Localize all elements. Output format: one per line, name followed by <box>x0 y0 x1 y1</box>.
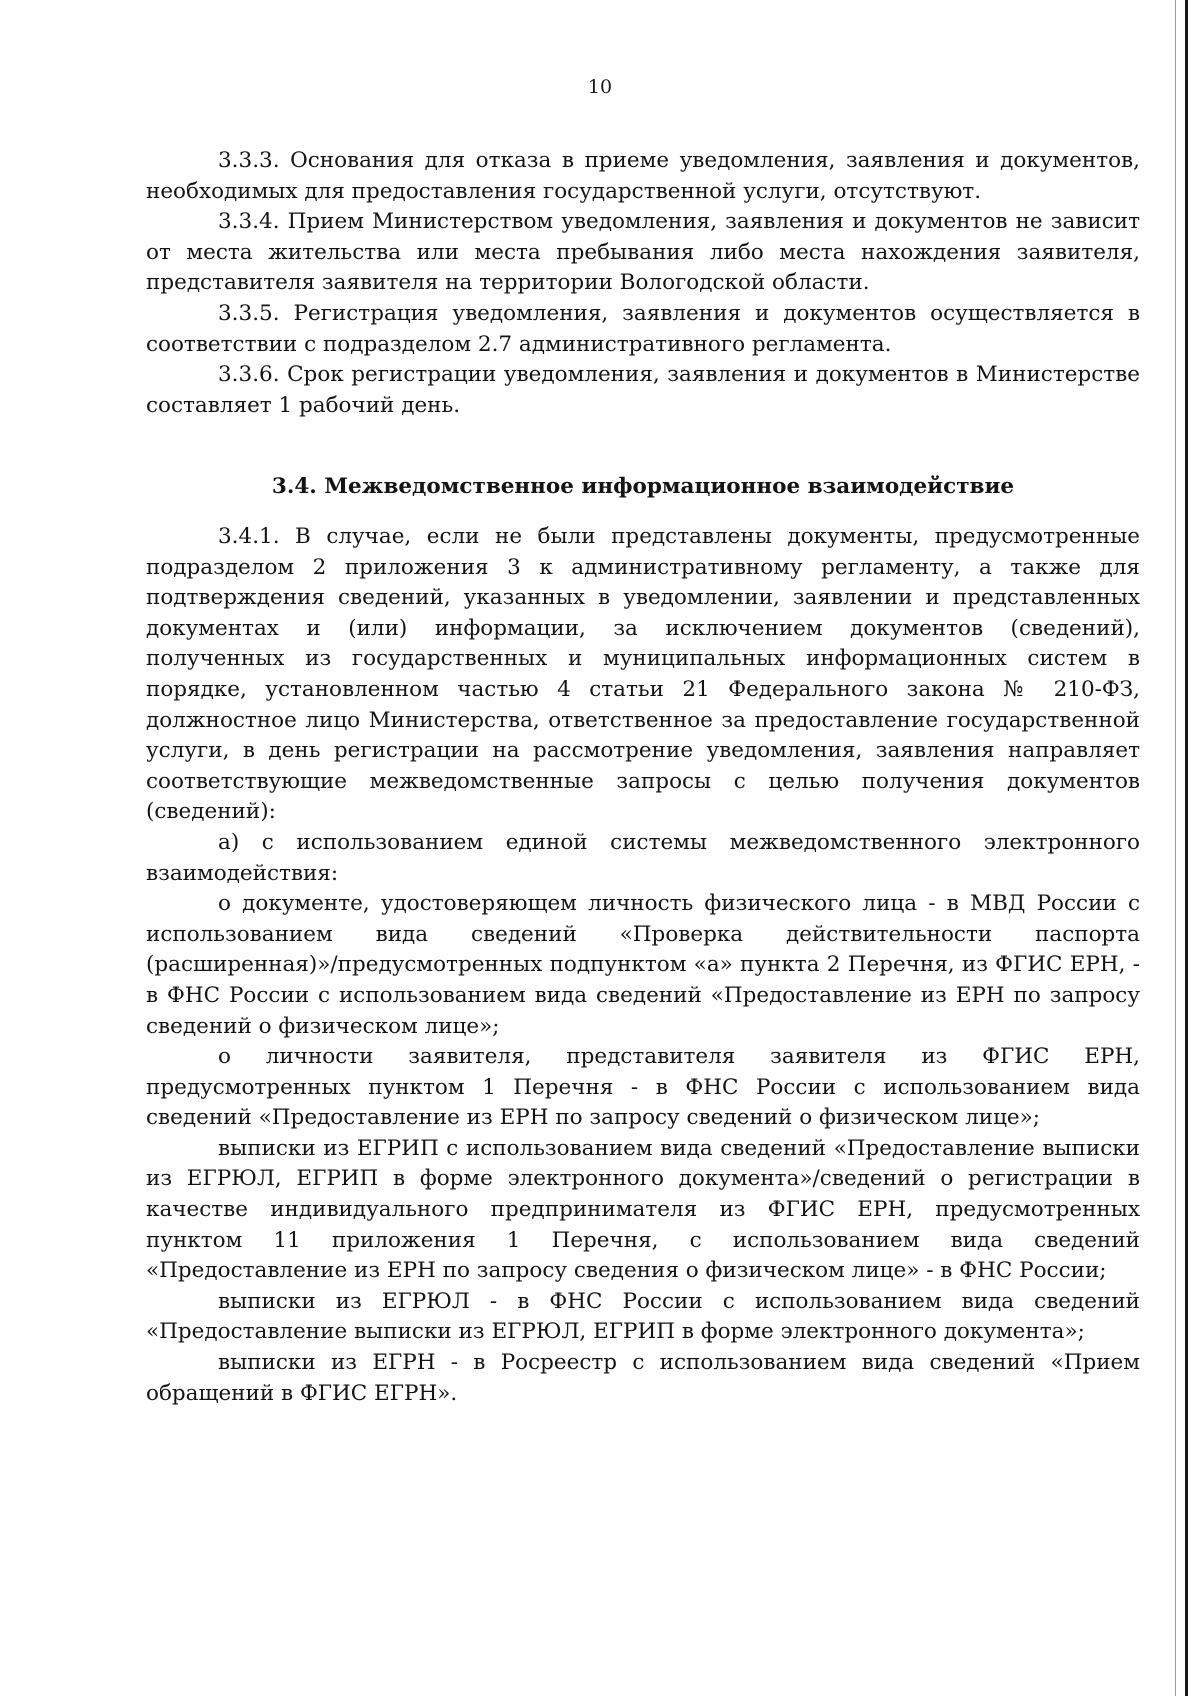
paragraph-identity-document: о документе, удостоверяющем личность физического лица - в МВД России с использованием вида сведений «Проверка действительности паспорта (расширенная)»/предусмотренных подпунктом «а» пункта 2 Перечня, из ФГИС ЕРН, - в ФНС России с использованием вида сведений «Предоставление из ЕРН по запросу сведений о физическом лице»; <box>146 891 1140 1039</box>
paragraph-3-3-4: 3.3.4. Прием Министерством уведомления, заявления и документов не зависит от места жительства или места пребывания либо места нахождения заявителя, представителя заявителя на территории Вологодской области. <box>146 209 1140 296</box>
paragraph-3-3-6: 3.3.6. Срок регистрации уведомления, заявления и документов в Министерстве составляет 1 рабочий день. <box>146 362 1140 418</box>
paragraphs-before-heading <box>146 146 1140 421</box>
paragraph-3-3-5: 3.3.5. Регистрация уведомления, заявления и документов осуществляется в соответствии с подразделом 2.7 административного регламента. <box>146 300 1140 357</box>
scan-edge-border <box>1185 0 1188 1696</box>
paragraph-applicant-identity: о личности заявителя, представителя заявителя из ФГИС ЕРН, предусмотренных пунктом 1 Перечня - в ФНС России с использованием вида сведений «Предоставление из ЕРН по запросу сведений о физическом лице»; <box>146 1044 1140 1131</box>
paragraph-egrip-extract: выписки из ЕГРИП с использованием вида сведений «Предоставление выписки из ЕГРЮЛ, ЕГРИП в форме электронного документа»/сведений о регистрации в качестве индивидуального предпринимателя из ФГИС ЕРН, предусмотренных пунктом 11 приложения 1 Перечня, с использованием вида сведений «Предоставление из ЕРН по запросу сведения о физическом лице» - в ФНС России; <box>146 1135 1140 1284</box>
paragraph-3-4-1: 3.4.1. В случае, если не были представлены документы, предусмотренные подразделом 2 приложения 3 к административному регламенту, а также для подтверждения сведений, указанных в уведомлении, заявлении и представленных документах и (или) информации, за исключением документов (сведений), полученных из государственных и муниципальных информационных систем в порядке, установленном частью 4 статьи 21 Федерального закона № 210-ФЗ, должностное лицо Министерства, ответственное за предоставление государственной услуги, в день регистрации на рассмотрение уведомления, заявления направляет соответствующие межведомственные запросы с целью получения документов (сведений): <box>146 524 1140 825</box>
paragraph-egrn-extract: выписки из ЕГРН - в Росреестр с использованием вида сведений «Прием обращений в ФГИС ЕГРН». <box>146 1350 1140 1406</box>
paragraph-3-3-3: 3.3.3. Основания для отказа в приеме уведомления, заявления и документов, необходимых для предоставления государственной услуги, отсутствуют. <box>146 148 1140 204</box>
paragraphs-after-heading <box>146 522 1140 1409</box>
scan-edge-line <box>1175 0 1176 1696</box>
page-number: 10 <box>587 76 613 98</box>
paragraph-egrul-extract: выписки из ЕГРЮЛ - в ФНС России с использованием вида сведений «Предоставление выписки из ЕГРЮЛ, ЕГРИП в форме электронного документа»; <box>146 1288 1140 1345</box>
paragraph-item-a: а) с использованием единой системы межведомственного электронного взаимодействия: <box>146 829 1140 886</box>
section-heading: 3.4. Межведомственное информационное взаимодействие <box>271 474 1015 499</box>
